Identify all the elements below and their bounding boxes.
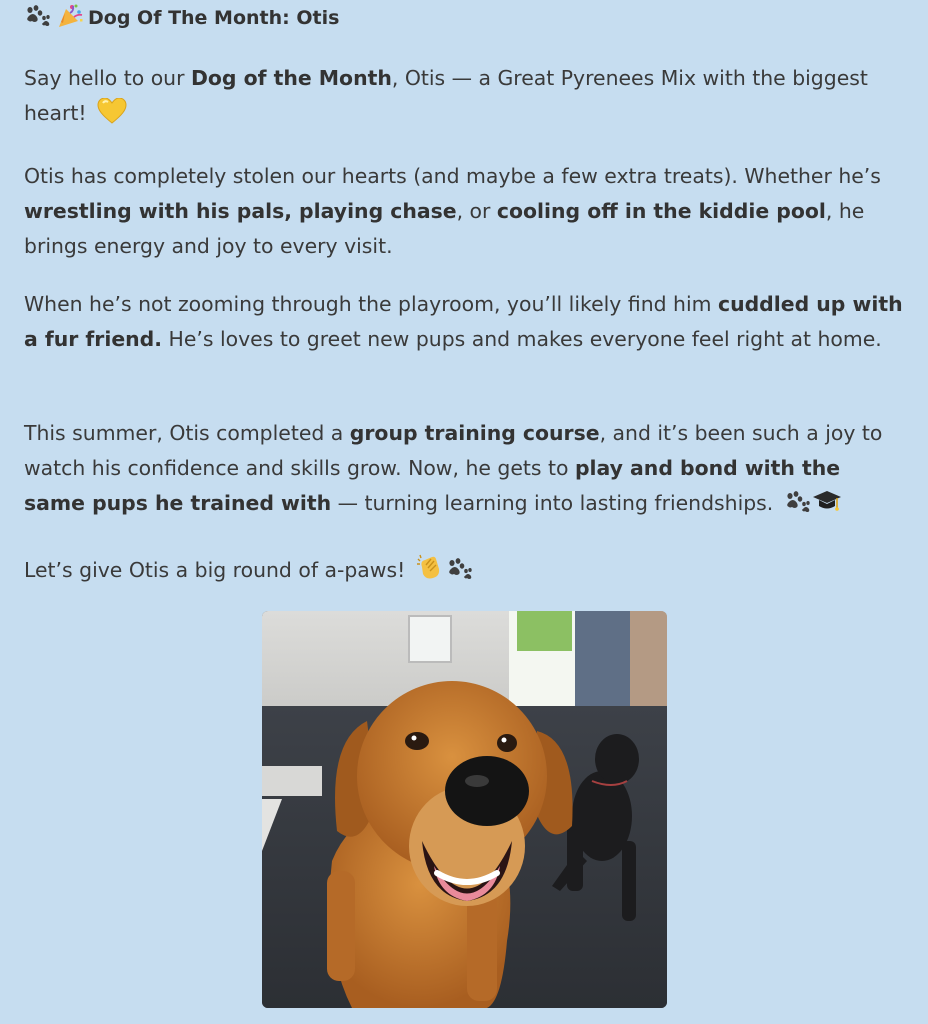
intro-bold-1: Dog of the Month (190, 66, 392, 90)
training-bold-1: group training course (349, 421, 600, 445)
activities-bold-1: wrestling with his pals, playing chase (24, 199, 457, 223)
training-text-2: , and it’s been such a joy to watch his confidence and skills grow. Now, he gets to (24, 421, 883, 480)
paragraph-applause (24, 553, 904, 592)
paragraph-training (24, 416, 904, 525)
dog-photo[interactable] (262, 611, 667, 1008)
paragraph-activities (24, 159, 904, 264)
activities-text-1: Otis has completely stolen our hearts (and maybe a few extra treats). Whether he’s (24, 164, 881, 188)
friends-text-1: When he’s not zooming through the playroom, you’ll likely find him (24, 292, 718, 316)
activities-bold-2: cooling off in the kiddie pool (496, 199, 826, 223)
graduation-cap-icon (812, 488, 842, 525)
intro-text-1: Say hello to our (24, 66, 191, 90)
paw-prints-icon (446, 557, 474, 592)
activities-text-3: , he brings energy and joy to every visit. (24, 199, 865, 258)
post-title-row (24, 4, 339, 32)
paw-prints-icon (784, 490, 812, 525)
training-text-1: This summer, Otis completed a (24, 421, 350, 445)
paragraph-friends (24, 287, 904, 357)
activities-text-2: , or (456, 199, 497, 223)
yellow-heart-icon (97, 98, 127, 135)
training-text-3: — turning learning into lasting friendships. (331, 491, 774, 515)
applause-text: Let’s give Otis a big round of a-paws! (24, 558, 406, 582)
clapping-hands-icon (416, 553, 446, 592)
paragraph-intro (24, 61, 904, 135)
intro-text-2: , Otis — a Great Pyrenees Mix with the biggest heart! (24, 66, 868, 125)
post-title: Dog Of The Month: Otis (88, 7, 340, 29)
friends-text-2: He’s loves to greet new pups and makes everyone feel right at home. (162, 327, 882, 351)
party-popper-icon (56, 3, 84, 34)
friends-bold-1: cuddled up with a fur friend. (24, 292, 903, 351)
paw-prints-icon (24, 4, 52, 33)
training-bold-2: play and bond with the same pups he trained with (24, 456, 841, 515)
